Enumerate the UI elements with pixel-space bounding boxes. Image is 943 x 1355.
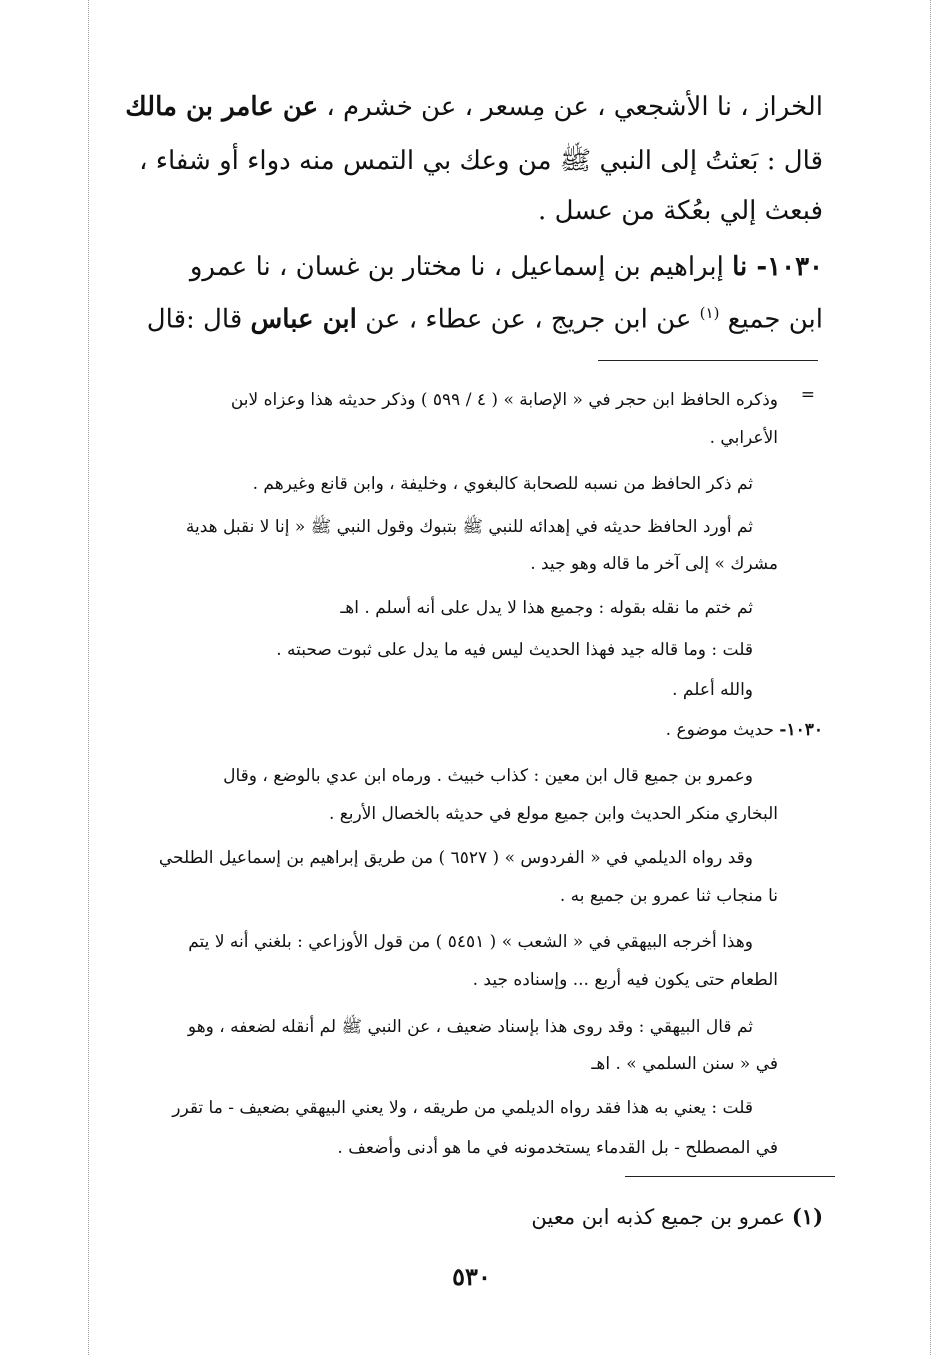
note-line-16: ثم قال البيهقي : وقد روى هذا بإسناد ضعيف ، عن النبي ﷺ لم أنقله لضعفه ، وهو bbox=[187, 1017, 753, 1037]
note-line-18: قلت : يعني به هذا فقد رواه الديلمي من طريقه ، ولا يعني البيهقي بضعيف - ما تقرر bbox=[172, 1098, 753, 1118]
note-line-8: والله أعلم . bbox=[672, 680, 753, 700]
note-line-19: في المصطلح - بل القدماء يستخدمونه في ما هو أدنى وأضعف . bbox=[337, 1138, 778, 1158]
note-line-15: الطعام حتى يكون فيه أربع ... وإسناده جيد . bbox=[472, 970, 778, 990]
footnote-ref: (١) bbox=[699, 304, 720, 322]
note-line-10: وعمرو بن جميع قال ابن معين : كذاب خبيث . ورماه ابن عدي بالوضع ، وقال bbox=[223, 766, 753, 786]
continuation-marker: = bbox=[800, 385, 815, 405]
note-line-7: قلت : وما قاله جيد فهذا الحديث ليس فيه ما يدل على ثبوت صحبته . bbox=[276, 640, 753, 660]
note-hadith-verdict: حديث موضوع . bbox=[665, 720, 780, 740]
note-line-13: نا منجاب ثنا عمرو بن جميع به . bbox=[559, 886, 778, 906]
note-line-1: وذكره الحافظ ابن حجر في « الإصابة » ( ٤ / ٥٩٩ ) وذكر حديثه هذا وعزاه لابن bbox=[230, 390, 778, 410]
footnote-text: عمرو بن جميع كذبه ابن معين bbox=[531, 1205, 792, 1229]
narrator-name-bold: عن عامر بن مالك bbox=[125, 92, 319, 122]
note-line-2: الأعرابي . bbox=[709, 428, 778, 448]
note-line-3: ثم ذكر الحافظ من نسبه للصحابة كالبغوي ، وخليفة ، وابن قانع وغيرهم . bbox=[252, 474, 753, 494]
companion-name-bold: ابن عباس bbox=[250, 304, 357, 335]
note-hadith-heading bbox=[666, 720, 823, 740]
separator-rule-lower bbox=[625, 1176, 835, 1177]
main-text-line-3: فبعث إلي بعُكة من عسل . bbox=[538, 196, 823, 226]
main-line-1-text: الخراز ، نا الأشجعي ، عن مِسعر ، عن خشرم ، bbox=[318, 92, 823, 122]
main-line-5-post: قال :قال bbox=[146, 304, 251, 335]
main-line-5-pre: ابن جميع bbox=[719, 304, 823, 335]
note-line-17: في « سنن السلمي » . اهـ bbox=[591, 1054, 778, 1074]
main-text-line-1 bbox=[125, 92, 823, 122]
scan-edge-right bbox=[930, 0, 931, 1355]
page-number: ٥٣٠ bbox=[452, 1262, 491, 1291]
note-line-11: البخاري منكر الحديث وابن جميع مولع في حديثه بالخصال الأربع . bbox=[328, 804, 778, 824]
hadith-number: ١٠٣٠- نا bbox=[732, 252, 823, 282]
hadith-heading-line bbox=[190, 252, 823, 282]
note-line-4: ثم أورد الحافظ حديثه في إهدائه للنبي ﷺ بتبوك وقول النبي ﷺ « إنا لا نقبل هدية bbox=[185, 517, 753, 537]
main-line-5-mid: عن ابن جريج ، عن عطاء ، عن bbox=[356, 304, 700, 335]
main-text-line-5 bbox=[147, 304, 823, 335]
separator-rule-upper bbox=[598, 360, 818, 361]
scan-edge-left bbox=[88, 0, 89, 1355]
note-line-12: وقد رواه الديلمي في « الفردوس » ( ٦٥٢٧ ) من طريق إبراهيم بن إسماعيل الطلحي bbox=[158, 848, 753, 868]
note-line-14: وهذا أخرجه البيهقي في « الشعب » ( ٥٤٥١ ) من قول الأوزاعي : بلغني أنه لا يتم bbox=[188, 932, 753, 952]
footnote-marker: (١) bbox=[791, 1204, 823, 1229]
note-line-6: ثم ختم ما نقله بقوله : وجميع هذا لا يدل على أنه أسلم . اهـ bbox=[340, 598, 753, 618]
note-hadith-number: ١٠٣٠- bbox=[779, 720, 823, 740]
main-text-line-2: قال : بَعثتُ إلى النبي ﷺ من وعك بي التمس منه دواء أو شفاء ، bbox=[139, 146, 823, 176]
note-line-5: مشرك » إلى آخر ما قاله وهو جيد . bbox=[530, 554, 778, 574]
hadith-chain-text: إبراهيم بن إسماعيل ، نا مختار بن غسان ، نا عمرو bbox=[189, 252, 733, 282]
footnote bbox=[531, 1204, 823, 1229]
